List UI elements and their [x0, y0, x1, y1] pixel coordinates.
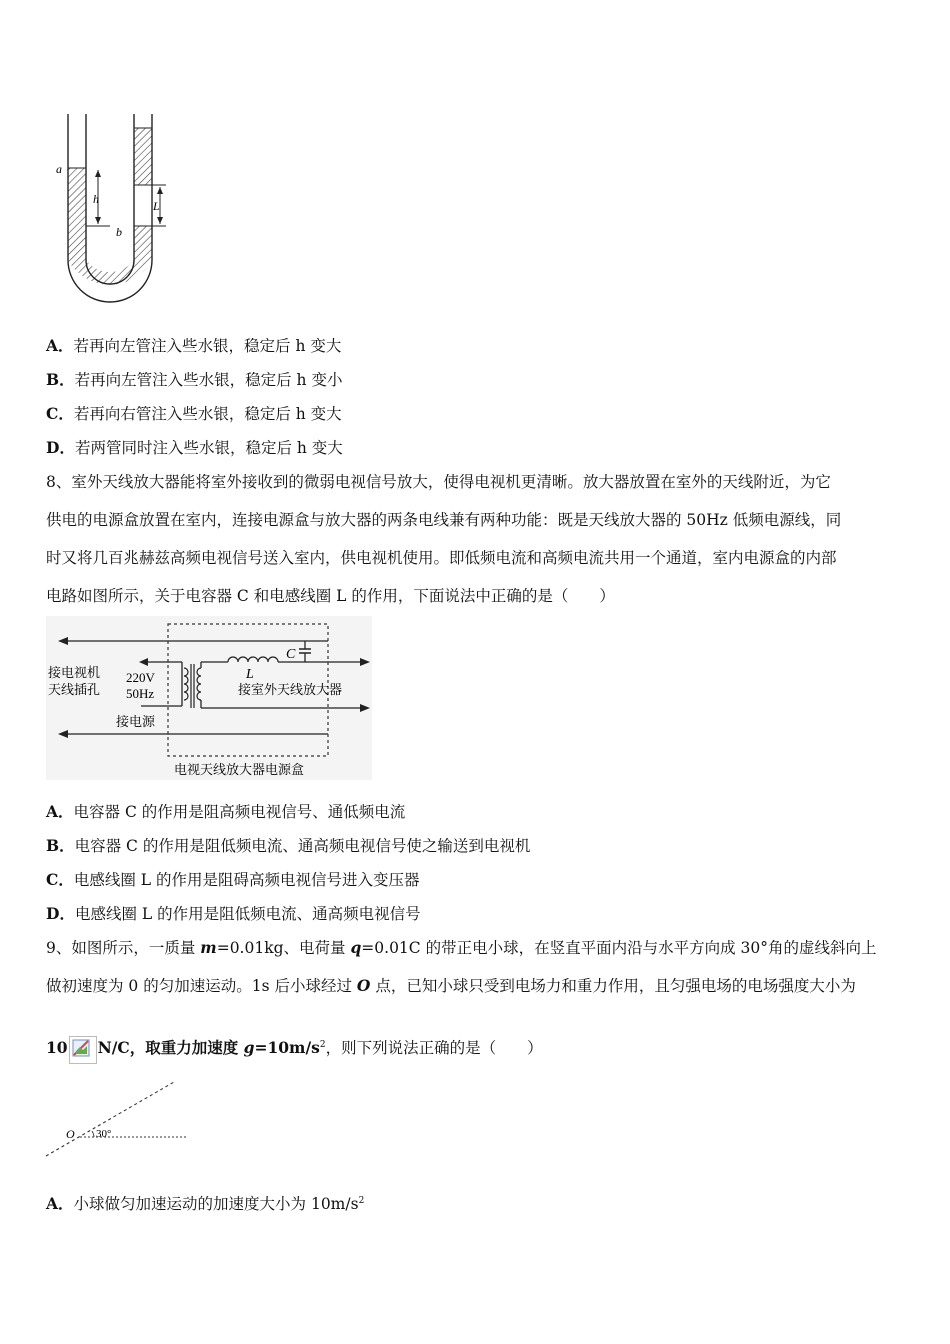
fig-angle-label: 30° — [96, 1128, 112, 1140]
label-L: L — [153, 199, 160, 213]
voltage-label: 220V — [126, 670, 155, 685]
q9-incline-figure — [40, 1074, 200, 1164]
box-caption: 电视天线放大器电源盒 — [174, 762, 305, 777]
tv-label-2: 天线插孔 — [48, 682, 101, 697]
circuit-figure — [46, 616, 372, 780]
cap-label: C — [286, 647, 296, 662]
fig-O-label: O — [66, 1127, 75, 1141]
power-label: 接电源 — [116, 714, 156, 729]
q8-line-1: 8、室外天线放大器能将室外接收到的微弱电视信号放大，使得电视机更清晰。放大器放置在室外的天线附近，为它 — [46, 473, 831, 491]
q8-option-a: A．电容器 C 的作用是阻高频电视信号、通低频电流 — [46, 802, 406, 821]
q8-option-d: D．电感线圈 L 的作用是阻低频电流、通高频电视信号 — [46, 904, 421, 923]
label-h: h — [93, 192, 99, 206]
q9-line-3: 10 N/C，取重力加速度 $g=10m/s^2$，则下列说法正确的是（ ） — [46, 1036, 543, 1064]
ind-label: L — [246, 667, 254, 682]
tv-label-1: 接电视机 — [48, 665, 101, 680]
u-tube-figure — [50, 110, 170, 310]
antenna-label: 接室外天线放大器 — [238, 682, 343, 697]
q7-option-d: D．若两管同时注入些水银，稳定后 h 变大 — [46, 438, 343, 457]
label-b: b — [116, 225, 122, 239]
broken-image-icon — [69, 1036, 97, 1064]
q8-option-b: B．电容器 C 的作用是阻低频电流、通高频电视信号使之输送到电视机 — [46, 836, 531, 855]
q8-line-4: 电路如图所示，关于电容器 C 和电感线圈 L 的作用，下面说法中正确的是（ ） — [46, 587, 615, 605]
freq-label: 50Hz — [126, 686, 155, 701]
q7-option-b: B．若再向左管注入些水银，稳定后 h 变小 — [46, 370, 343, 389]
q9-option-a: A．小球做匀加速运动的加速度大小为 $10m/s^2$ — [46, 1194, 365, 1213]
q9-line-1: 9、如图所示，一质量 m=0.01kg、电荷量 q=0.01C 的带正电小球，在竖直平面内沿与水平方向成 30°角的虚线斜向上 — [46, 938, 877, 957]
q8-line-2: 供电的电源盒放置在室内，连接电源盒与放大器的两条电线兼有两种功能：既是天线放大器的 50Hz 低频电源线，同 — [46, 511, 842, 529]
label-a: a — [56, 162, 62, 176]
q8-line-3: 时又将几百兆赫兹高频电视信号送入室内，供电视机使用。即低频电流和高频电流共用一个通道，室内电源盒的内部 — [46, 549, 837, 567]
q8-option-c: C．电感线圈 L 的作用是阻碍高频电视信号进入变压器 — [46, 870, 420, 889]
q7-option-a: A．若再向左管注入些水银，稳定后 h 变大 — [46, 336, 342, 355]
q7-option-c: C．若再向右管注入些水银，稳定后 h 变大 — [46, 404, 342, 423]
q9-line-2: 做初速度为 0 的匀加速运动。1s 后小球经过 O 点，已知小球只受到电场力和重力作用，且匀强电场的电场强度大小为 — [46, 976, 856, 995]
